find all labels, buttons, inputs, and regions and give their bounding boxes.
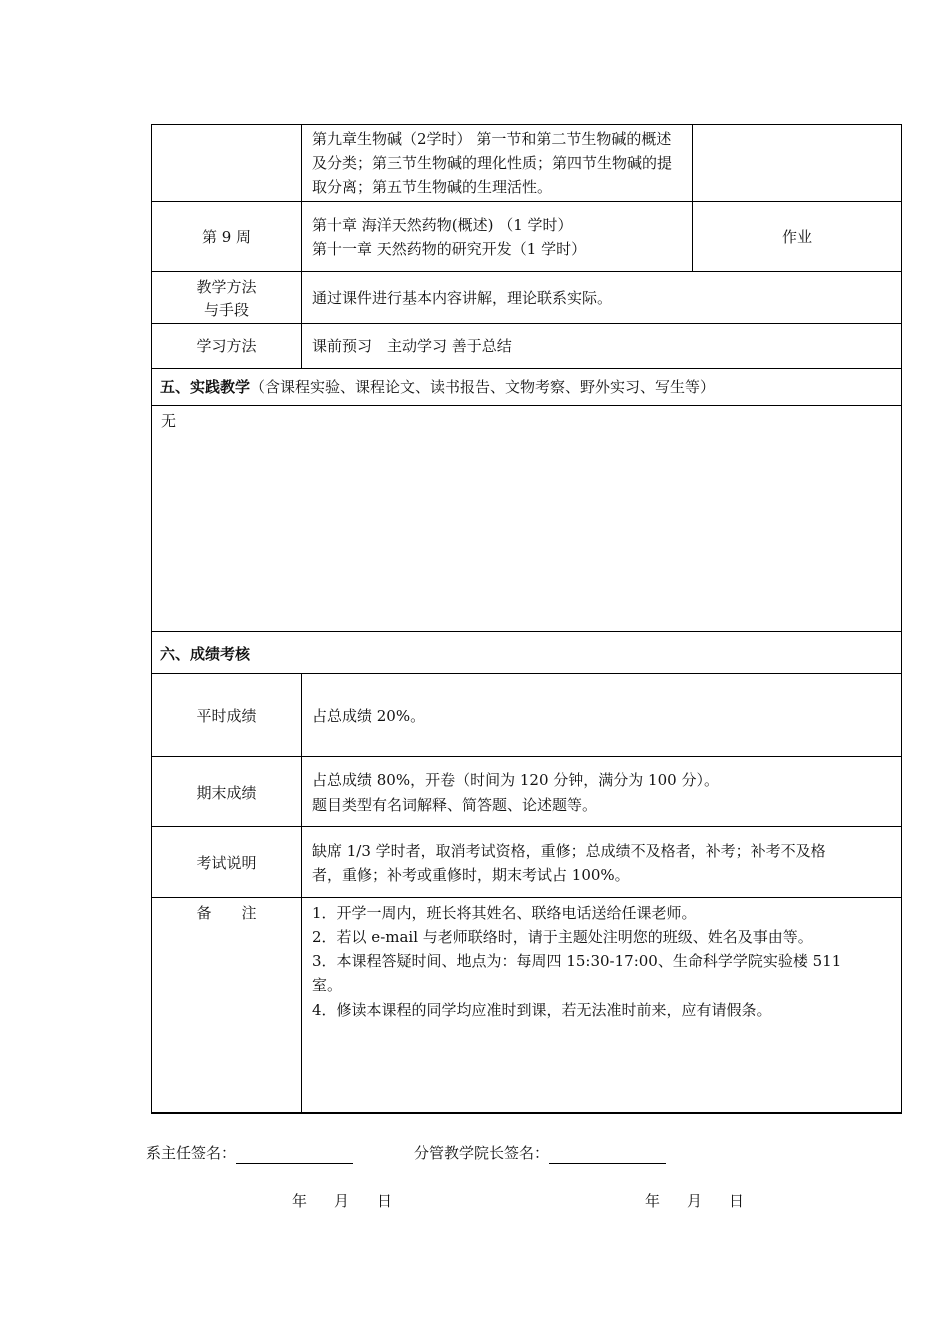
col-divider [301, 673, 302, 1113]
grading-content-final-line: 题目类型有名词解释、简答题、论述题等。 [312, 796, 598, 814]
row-divider [151, 826, 902, 827]
table-border-right [901, 124, 902, 1113]
grading-content-regular: 占总成绩 20%。 [312, 707, 426, 725]
col-divider [301, 124, 302, 369]
row-divider [151, 201, 902, 202]
row-divider [151, 673, 902, 674]
date-right-month: 月 [687, 1192, 703, 1210]
grading-label-regular: 平时成绩 [196, 707, 257, 725]
table-border-left [151, 124, 152, 1113]
study-label: 学习方法 [196, 337, 257, 355]
dept-head-signature [146, 1142, 353, 1164]
date-left-day: 日 [377, 1192, 393, 1210]
table-border-top [151, 124, 902, 125]
remarks-line: 3．本课程答疑时间、地点为：每周四 15:30-17:00、生命科学学院实验楼 511 [312, 952, 842, 970]
row-divider [151, 405, 902, 406]
remarks-line: 1．开学一周内，班长将其姓名、联络电话送给任课老师。 [312, 904, 697, 922]
grading-content-exam-line: 者，重修；补考或重修时，期末考试占 100%。 [312, 866, 630, 884]
table-border-bottom [151, 1112, 902, 1114]
row-divider [151, 631, 902, 632]
dean-signature [414, 1142, 666, 1164]
remarks-line: 2．若以 e-mail 与老师联络时，请于主题处注明您的班级、姓名及事由等。 [312, 928, 813, 946]
remarks-line: 室。 [312, 976, 343, 994]
date-left-year: 年 [292, 1192, 308, 1210]
method-content: 通过课件进行基本内容讲解，理论联系实际。 [312, 289, 613, 307]
remarks-line: 4．修读本课程的同学均应准时到课，若无法准时前来，应有请假条。 [312, 1001, 772, 1019]
date-right-day: 日 [729, 1192, 745, 1210]
dean-signature-line[interactable] [549, 1147, 666, 1164]
date-right-year: 年 [645, 1192, 661, 1210]
dept-head-signature-label: 系主任签名： [146, 1144, 237, 1162]
week9-note: 作业 [781, 228, 812, 246]
row-divider [151, 897, 902, 898]
row-divider [151, 323, 902, 324]
date-left-month: 月 [334, 1192, 350, 1210]
grading-heading: 六、成绩考核 [160, 645, 251, 663]
method-label-line2: 与手段 [203, 301, 249, 319]
practice-heading [160, 375, 900, 399]
dean-signature-label: 分管教学院长签名： [414, 1144, 550, 1162]
grading-content-final-line: 占总成绩 80%，开卷（时间为 120 分钟，满分为 100 分）。 [312, 771, 719, 789]
row-divider [151, 271, 902, 272]
row-divider [151, 368, 902, 369]
row-divider [151, 756, 902, 757]
dept-head-signature-line[interactable] [236, 1147, 353, 1164]
practice-content: 无 [161, 412, 177, 430]
week-label: 第 9 周 [201, 228, 252, 246]
week9-content-line1: 第十章 海洋天然药物(概述) （1 学时） [312, 216, 573, 234]
method-label-line1: 教学方法 [196, 278, 257, 296]
col-divider [692, 124, 693, 272]
week9-content-line2: 第十一章 天然药物的研究开发（1 学时） [312, 240, 587, 258]
grading-label-final: 期末成绩 [196, 784, 257, 802]
study-content: 课前预习 主动学习 善于总结 [312, 337, 512, 355]
grading-label-remarks: 备 注 [196, 904, 257, 922]
practice-heading-note: （含课程实验、课程论文、读书报告、文物考察、野外实习、写生等） [250, 378, 716, 396]
grading-label-exam: 考试说明 [196, 854, 257, 872]
practice-heading-title: 五、实践教学 [160, 378, 251, 396]
grading-content-exam-line: 缺席 1/3 学时者，取消考试资格，重修；总成绩不及格者，补考；补考不及格 [312, 842, 826, 860]
chapter9-content: 第九章生物碱（2学时） 第一节和第二节生物碱的概述及分类；第三节生物碱的理化性质；第四节生物碱的提取分离；第五节生物碱的生理活性。 [312, 130, 673, 196]
